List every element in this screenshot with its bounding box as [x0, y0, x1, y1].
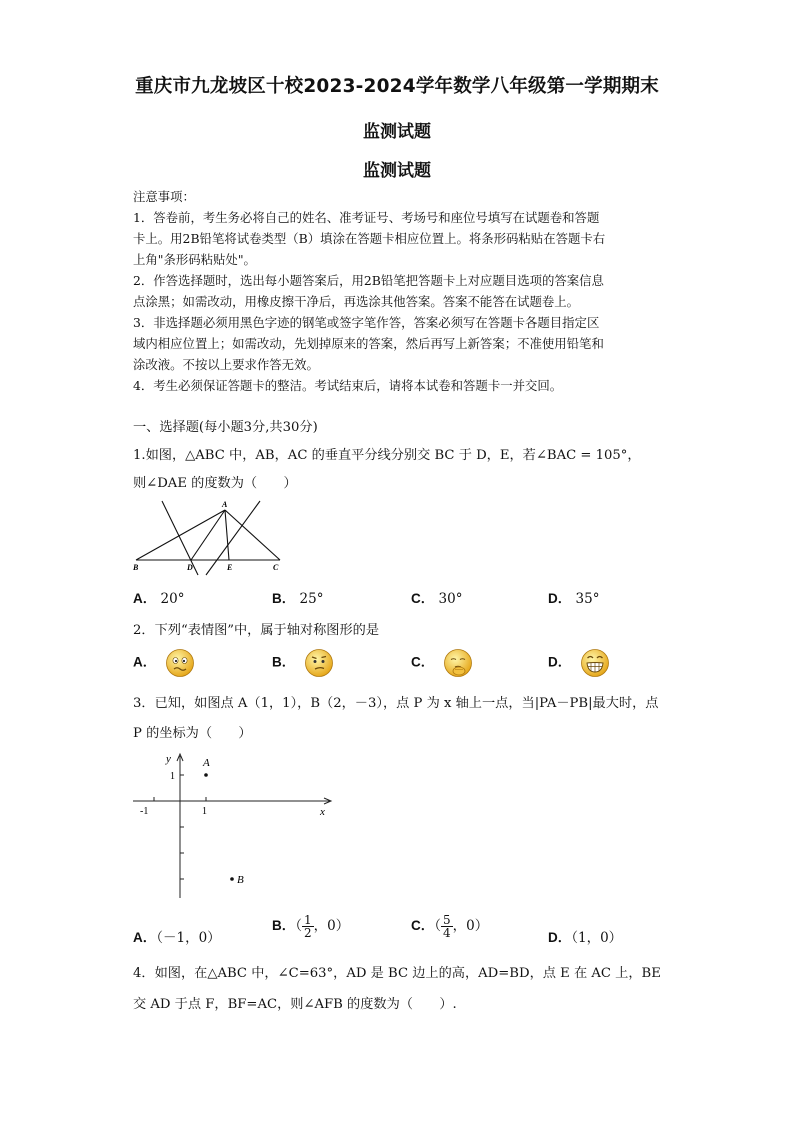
notice-line: 卡上。用2B铅笔将试卷类型（B）填涂在答题卡相应位置上。将条形码粘贴在答题卡右: [133, 231, 606, 246]
q2-option-c[interactable]: [411, 648, 473, 678]
notice-line: 3．非选择题必须用黑色字迹的钢笔或签字笔作答，答案必须写在答题卡各题目指定区: [133, 315, 600, 330]
option-label: D．: [548, 654, 572, 670]
q3-stem-line1: 3．已知，如图点 A（1，1），B（2，－3），点 P 为 x 轴上一点，当|PA－PB|最大时，点: [133, 696, 659, 711]
tick-label-x1: 1: [202, 806, 207, 817]
tick-label-y1: 1: [170, 771, 175, 782]
exam-subtitle: 监测试题: [363, 122, 431, 142]
option-text: 20°: [160, 591, 185, 607]
x-axis-label: x: [320, 806, 325, 818]
notice-line: 域内相应位置上；如需改动，先划掉原来的答案，然后再写上新答案；不准使用铅笔和: [133, 336, 604, 351]
q1-triangle-figure: [128, 497, 288, 577]
q1-option-a[interactable]: [133, 587, 184, 607]
section-heading: 一、选择题(每小题3分,共30分): [133, 420, 318, 435]
point-b-label: B: [237, 874, 244, 886]
q3-option-b[interactable]: [272, 914, 349, 939]
option-label: A．: [133, 930, 157, 945]
option-text-pre: （: [434, 918, 441, 934]
q4-stem-line1: 4．如图，在△ABC 中，∠C=63°，AD 是 BC 边上的高，AD=BD，点 E 在 AC 上，BE: [133, 966, 661, 981]
notice-line: 1．答卷前，考生务必将自己的姓名、准考证号、考场号和座位号填写在试题卷和答题: [133, 210, 600, 225]
q4-stem-line2: 交 AD 于点 F，BF=AC，则∠AFB 的度数为（ ）.: [133, 997, 457, 1012]
option-label: C．: [411, 654, 435, 670]
q3-stem-line2: P 的坐标为（ ）: [133, 726, 252, 741]
option-label: B．: [272, 591, 296, 606]
option-text-post: ，0）: [452, 918, 489, 934]
q2-option-a[interactable]: [133, 648, 195, 678]
option-text: 30°: [438, 591, 463, 607]
q3-option-c[interactable]: [411, 914, 488, 939]
exam-title: 重庆市九龙坡区十校2023-2024学年数学八年级第一学期期末: [135, 76, 659, 97]
fraction: [302, 914, 314, 939]
segment-ad: [191, 510, 225, 560]
q1-option-d[interactable]: [548, 587, 599, 607]
notice-line: 4．考生必须保证答题卡的整洁。考试结束后，请将本试卷和答题卡一并交回。: [133, 378, 563, 393]
q1-stem-line1: 1.如图，△ABC 中，AB，AC 的垂直平分线分别交 BC 于 D，E，若∠BAC = 105°，: [133, 448, 641, 463]
label-a: A: [222, 500, 228, 509]
point-a: [204, 773, 208, 777]
option-label: C．: [411, 591, 435, 606]
notice-line: 点涂黑；如需改动，用橡皮擦干净后，再选涂其他答案。答案不能答在试题卷上。: [133, 294, 580, 309]
option-label: B．: [272, 654, 296, 670]
tick-label-xneg1: -1: [140, 806, 149, 817]
q2-stem: 2．下列“表情图”中，属于轴对称图形的是: [133, 623, 380, 638]
q1-option-b[interactable]: [272, 587, 323, 607]
option-text-post: ，0）: [313, 918, 350, 934]
point-b: [230, 877, 234, 881]
q1-option-c[interactable]: [411, 587, 462, 607]
label-d: D: [187, 563, 193, 572]
notice-line: 2．作答选择题时，选出每小题答案后，用2B铅笔把答题卡上对应题目选项的答案信息: [133, 273, 604, 288]
fraction-denominator: 4: [443, 926, 451, 940]
option-label: B．: [272, 918, 296, 933]
exam-subtitle-repeat: 监测试题: [363, 161, 431, 181]
segment-ae: [225, 510, 229, 560]
q3-option-a[interactable]: [133, 926, 221, 946]
option-text: 25°: [299, 591, 324, 607]
notice-heading: 注意事项：: [133, 189, 195, 204]
q1-stem-line2: 则∠DAE 的度数为（ ）: [133, 476, 297, 491]
y-axis-label: y: [166, 753, 171, 765]
option-label: C．: [411, 918, 435, 933]
fraction-denominator: 2: [304, 926, 312, 940]
segment-ac: [225, 510, 280, 560]
fraction-numerator: 5: [443, 913, 451, 927]
fraction-numerator: 1: [304, 913, 312, 927]
thinking-face-icon: [443, 648, 473, 678]
option-text: （－1，0）: [156, 930, 221, 946]
fraction: [441, 914, 453, 939]
option-text-pre: （: [295, 918, 302, 934]
confused-face-icon: [304, 648, 334, 678]
notice-line: 上角"条形码粘贴处"。: [133, 252, 256, 267]
grinning-face-icon: [580, 648, 610, 678]
option-label: A．: [133, 591, 157, 606]
segment-ab: [136, 510, 225, 560]
q2-option-b[interactable]: [272, 648, 334, 678]
option-label: D．: [548, 930, 572, 945]
option-label: D．: [548, 591, 572, 606]
perpendicular-bisector-ac: [206, 501, 260, 575]
q3-coordinate-graph: [128, 748, 338, 906]
label-c: C: [273, 563, 279, 572]
option-text: 35°: [575, 591, 600, 607]
notice-line: 涂改液。不按以上要求作答无效。: [133, 357, 319, 372]
option-text: （1，0）: [571, 930, 623, 946]
worried-face-icon: [165, 648, 195, 678]
label-e: E: [227, 563, 233, 572]
q2-option-d[interactable]: [548, 648, 610, 678]
label-b: B: [133, 563, 139, 572]
q3-option-d[interactable]: [548, 926, 622, 946]
point-a-label: A: [203, 757, 210, 769]
option-label: A．: [133, 654, 157, 670]
